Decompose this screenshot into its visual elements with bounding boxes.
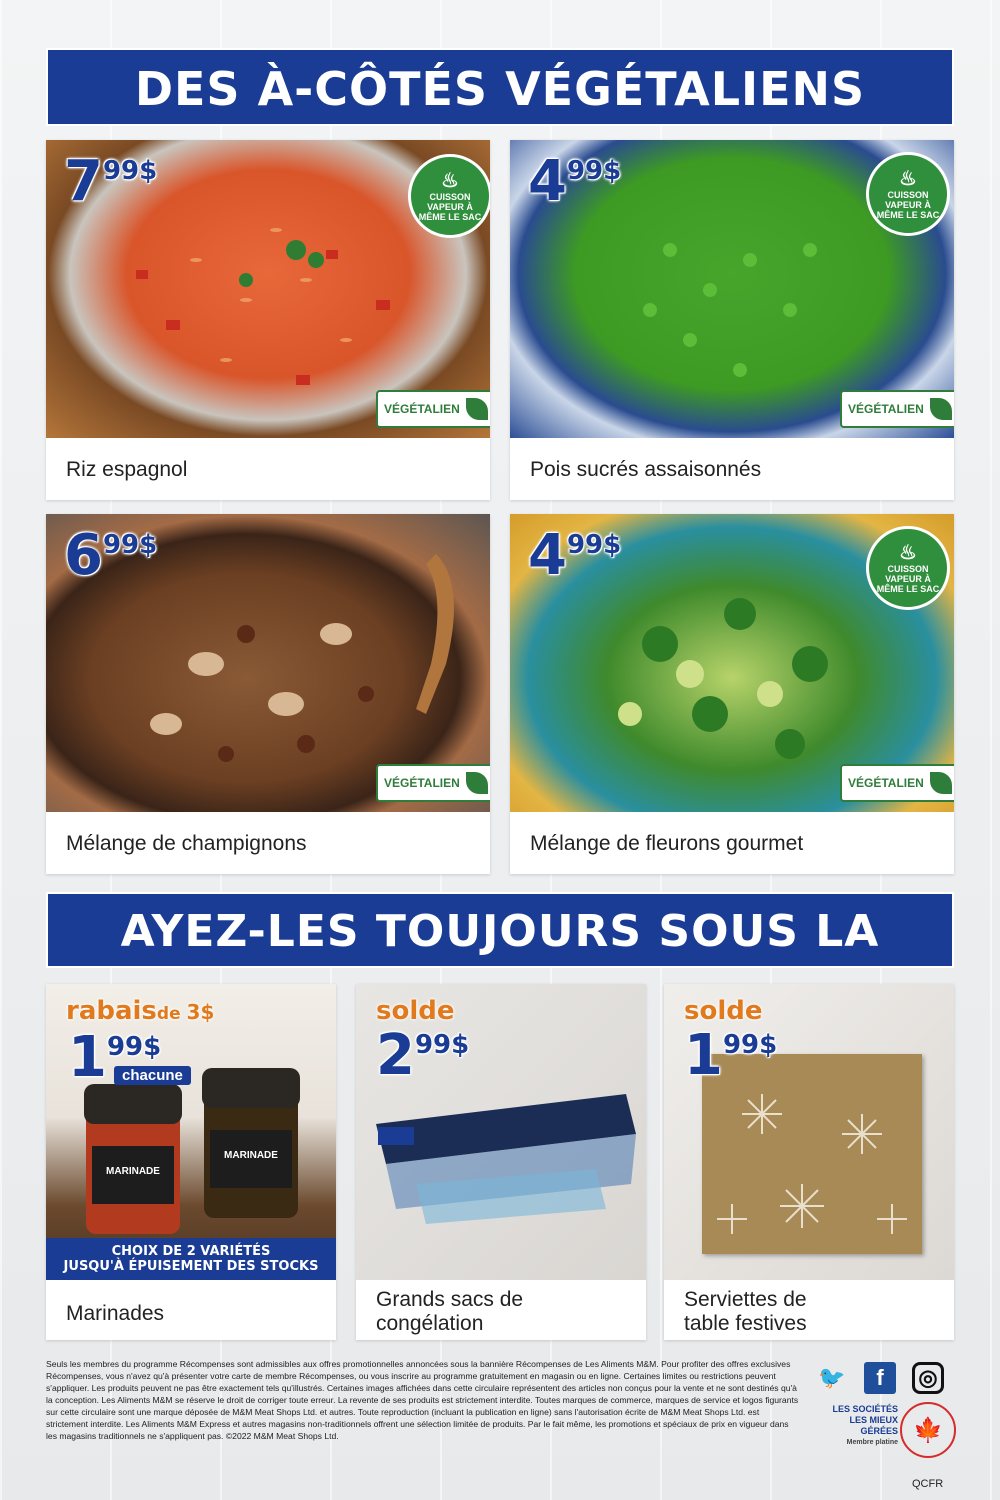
section-title-vegan-sides: DES À-CÔTÉS VÉGÉTALIENS — [46, 48, 954, 126]
product-photo-freezer-bags — [356, 984, 646, 1280]
price-tag: 199$ — [68, 1025, 162, 1090]
price-tag: 699$ — [64, 523, 158, 588]
product-name: Marinades — [66, 1302, 165, 1325]
product-card-freezer-bags[interactable] — [356, 984, 646, 1340]
vegan-badge: VÉGÉTALIEN — [376, 390, 490, 428]
price-tag: 499$ — [528, 149, 622, 214]
product-card-mushrooms[interactable] — [46, 514, 490, 874]
vegan-badge: VÉGÉTALIEN — [840, 390, 954, 428]
price-tag: 499$ — [528, 523, 622, 588]
sale-label: solde — [684, 996, 763, 1026]
product-card-marinades[interactable] — [46, 984, 336, 1340]
leaf-icon — [930, 398, 952, 420]
product-card-florets[interactable] — [510, 514, 954, 874]
proudly-canadian-logo — [900, 1402, 956, 1458]
leaf-icon — [466, 398, 488, 420]
product-card-napkins[interactable] — [664, 984, 954, 1340]
leaf-icon — [466, 772, 488, 794]
product-name: Riz espagnol — [66, 458, 188, 481]
product-photo-florets — [510, 514, 954, 812]
best-managed-logo: LES SOCIÉTÉS LES MIEUX GÉRÉES Membre platine — [832, 1404, 898, 1446]
steam-pot-icon: ♨ — [441, 170, 459, 192]
snowflake-pattern — [702, 1054, 922, 1254]
product-name: Pois sucrés assaisonnés — [530, 458, 762, 481]
section-title-always-on-hand: AYEZ-LES TOUJOURS SOUS LA — [46, 892, 954, 968]
legal-disclaimer: Seuls les membres du programme Récompenses sont admissibles aux offres promotionnelles annoncées sous la bannière Récompenses de Les Aliments M&M. Pour profiter des offres exclusives Récompenses, vous n'avez qu'à présenter votre carte de membre Récompenses, ou vous inscrire au programme gratuitement en magasin ou en ligne. Certaines limites ou restrictions peuvent s'appliquer. Les produits peuvent ne pas être exactement tels qu'illustrés. Certaines images affichées dans cette circulaire représentent des articles non conçus pour la vente et ne sont destinés qu'à la conception. Les Aliments M&M se réserve le droit de corriger toute erreur. La revente de ses produits est strictement interdite. Toutes marques de commerce, marques de service et logos figurants sur cette circulaire sont une marque déposée de M&M Meat Shops Ltd. et autres. Toute reproduction (incluant la publication en ligne) sans l'autorisation écrite de M&M Meat Shops Ltd. est strictement interdite. Les Aliments M&M Express et autres magasins non-traditionnels offrent une sélection limitée de produits. Par le fait même, les promotions et spéciaux de prix en vigueur dans les magasins traditionnels ne s'appliquent pas. ©2022 M&M Meat Shops Ltd. — [46, 1359, 799, 1441]
steam-in-bag-badge: ♨ CUISSON VAPEUR À MÊME LE SAC — [408, 154, 490, 238]
napkin-pack — [702, 1054, 922, 1254]
social-links — [816, 1362, 944, 1394]
product-photo-marinades — [46, 984, 336, 1280]
region-code: QCFR — [912, 1478, 944, 1490]
maple-leaf-icon: 🍁 — [913, 1416, 943, 1444]
facebook-icon[interactable]: f — [864, 1362, 896, 1394]
price-unit: chacune — [114, 1066, 191, 1085]
product-photo-napkins — [664, 984, 954, 1280]
leaf-icon — [930, 772, 952, 794]
sale-label: solde — [376, 996, 455, 1026]
product-name: Mélange de champignons — [66, 832, 307, 855]
price-tag: 799$ — [64, 149, 158, 214]
steam-in-bag-badge: ♨ CUISSON VAPEUR À MÊME LE SAC — [866, 152, 950, 236]
product-photo-mushrooms — [46, 514, 490, 812]
marinade-jar-red: MARINADE — [86, 1084, 180, 1234]
steam-in-bag-badge: ♨ CUISSON VAPEUR À MÊME LE SAC — [866, 526, 950, 610]
product-name: Grands sacs de congélation — [376, 1288, 524, 1335]
twitter-icon[interactable]: 🐦 — [818, 1365, 846, 1390]
marinade-jar-dark: MARINADE — [204, 1068, 298, 1218]
price-tag: 199$ — [684, 1023, 778, 1088]
variety-strip: CHOIX DE 2 VARIÉTÉS JUSQU'À ÉPUISEMENT DES STOCKS — [46, 1238, 336, 1280]
product-name: Mélange de fleurons gourmet — [530, 832, 804, 855]
instagram-icon[interactable]: ◎ — [912, 1362, 944, 1394]
vegan-badge: VÉGÉTALIEN — [840, 764, 954, 802]
product-photo-spanish-rice — [46, 140, 490, 438]
discount-label: rabaisde 3$ — [66, 996, 215, 1026]
product-photo-peas — [510, 140, 954, 438]
product-card-spanish-rice[interactable] — [46, 140, 490, 500]
vegan-badge: VÉGÉTALIEN — [376, 764, 490, 802]
steam-pot-icon: ♨ — [899, 542, 917, 564]
product-name: Serviettes de table festives — [684, 1288, 807, 1335]
price-tag: 299$ — [376, 1023, 470, 1088]
steam-pot-icon: ♨ — [899, 168, 917, 190]
product-card-peas[interactable] — [510, 140, 954, 500]
